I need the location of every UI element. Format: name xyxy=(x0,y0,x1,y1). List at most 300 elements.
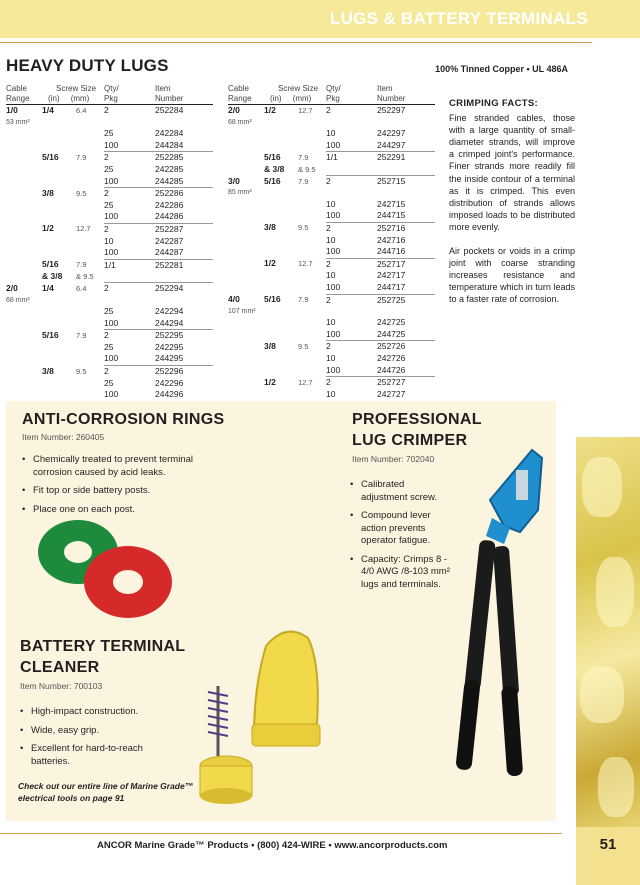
item-number: 242726 xyxy=(377,352,406,363)
screw-size-mm xyxy=(298,353,326,365)
footer-rule xyxy=(0,833,562,834)
cleaner-title-line-1: BATTERY TERMINAL xyxy=(20,638,186,655)
lugs-table-right xyxy=(228,84,435,412)
screw-size-mm: 12.7 xyxy=(76,224,91,234)
item-number: 244726 xyxy=(377,364,406,375)
screw-size-in xyxy=(264,210,298,222)
table-row xyxy=(228,329,435,341)
cable-range-awg: 1/0 xyxy=(6,105,18,115)
col-item: Item Number xyxy=(377,84,435,105)
item-number: 244284 xyxy=(155,139,184,150)
screw-size-in xyxy=(42,318,76,330)
cable-range xyxy=(228,210,264,222)
screw-size-in xyxy=(264,317,298,329)
crimping-facts-title: CRIMPING FACTS: xyxy=(449,98,538,109)
screw-size-mm: 7.9 xyxy=(76,152,87,162)
screw-size-mm xyxy=(76,247,104,259)
screw-size-in: 5/16 xyxy=(264,151,281,162)
screw-size-mm xyxy=(298,317,326,329)
cable-range xyxy=(6,176,42,188)
cable-range xyxy=(228,329,264,341)
qty-pkg: 25 xyxy=(104,377,114,388)
cable-range xyxy=(228,270,264,282)
cleaner-title-line-2: CLEANER xyxy=(20,659,100,676)
cable-range xyxy=(228,353,264,365)
table-row xyxy=(6,200,213,212)
screw-size-in xyxy=(42,353,76,365)
item-number: 252284 xyxy=(155,105,213,129)
screw-size-mm: 7.9 xyxy=(76,330,87,340)
rings-feature: • Fit top or side battery posts. xyxy=(22,485,232,498)
crimping-facts-para-2: Air pockets or voids in a crimp joint with coarse stranding increases resistance and temperature which in turn leads to a faster rate of corrosion. xyxy=(449,246,575,305)
item-number: 252296 xyxy=(155,366,213,378)
item-number: 252717 xyxy=(377,258,435,270)
screw-size-mm: 9.5 xyxy=(76,366,87,376)
screw-size-in: & 3/8 xyxy=(264,163,285,174)
table-row xyxy=(228,365,435,377)
screw-size-mm xyxy=(76,236,104,248)
screw-size-in: 1/4 xyxy=(42,105,54,115)
table-row xyxy=(228,294,435,317)
cable-range xyxy=(6,247,42,259)
cable-range xyxy=(228,164,264,176)
crimper-item-number: Item Number: 702040 xyxy=(352,454,435,464)
table-row xyxy=(228,282,435,294)
screw-size-in: 5/16 xyxy=(42,151,59,162)
col-screw: Screw Size (in) (mm) xyxy=(264,84,326,105)
item-number: 244715 xyxy=(377,210,406,221)
cable-range-awg: 2/0 xyxy=(228,105,240,115)
screw-size-in xyxy=(264,140,298,152)
cable-range xyxy=(228,258,264,270)
table-row xyxy=(228,164,435,176)
cable-range xyxy=(6,330,42,342)
rings-feature: • Chemically treated to prevent terminal corrosion caused by acid leaks. xyxy=(22,454,232,479)
screw-size-mm: 9.5 xyxy=(76,188,87,198)
col-qty: Qty/ Pkg xyxy=(326,84,377,105)
cable-range xyxy=(228,282,264,294)
screw-size-mm: & 9.5 xyxy=(76,272,94,282)
item-number: 242727 xyxy=(377,388,406,399)
qty-pkg: 100 xyxy=(104,211,119,222)
qty-pkg: 100 xyxy=(104,353,119,364)
qty-pkg: 100 xyxy=(104,389,119,400)
lug-photo-strip xyxy=(576,437,640,842)
table-row xyxy=(228,235,435,247)
cable-range xyxy=(228,222,264,234)
table-row xyxy=(6,378,213,390)
screw-size-mm: 12.7 xyxy=(298,377,313,387)
item-number: 242286 xyxy=(155,199,184,210)
qty-pkg: 2 xyxy=(104,283,155,306)
qty-pkg: 25 xyxy=(104,128,114,139)
screw-size-in xyxy=(42,389,76,401)
table-row xyxy=(228,128,435,140)
screw-size-mm xyxy=(298,199,326,211)
cable-range xyxy=(6,236,42,248)
table-row xyxy=(228,246,435,258)
cable-range xyxy=(6,318,42,330)
cable-range xyxy=(6,366,42,378)
heavy-duty-lugs-title: HEAVY DUTY LUGS xyxy=(6,56,169,75)
table-row xyxy=(6,271,213,283)
table-row xyxy=(228,341,435,353)
item-number: 252716 xyxy=(377,222,435,234)
qty-pkg: 2 xyxy=(104,152,155,164)
screw-size-in: 1/2 xyxy=(42,223,54,234)
table-row xyxy=(6,140,213,152)
cable-range xyxy=(6,389,42,401)
screw-size-in xyxy=(42,128,76,140)
item-number: 242716 xyxy=(377,234,406,245)
qty-pkg: 25 xyxy=(104,341,114,352)
cable-range xyxy=(6,211,42,223)
screw-size-in xyxy=(264,282,298,294)
screw-size-in xyxy=(42,247,76,259)
table-row xyxy=(6,247,213,259)
cable-range xyxy=(228,140,264,152)
screw-size-in: 3/8 xyxy=(42,365,54,376)
table-row xyxy=(228,270,435,282)
table-row xyxy=(6,330,213,342)
lugs-table-left xyxy=(6,84,213,401)
rings-title: ANTI-CORROSION RINGS xyxy=(22,411,225,428)
item-number: 244716 xyxy=(377,246,406,257)
item-number: 242297 xyxy=(377,128,406,139)
screw-size-in xyxy=(264,246,298,258)
qty-pkg: 2 xyxy=(326,258,377,270)
screw-size-in: 5/16 xyxy=(264,294,281,304)
table-row xyxy=(6,188,213,200)
screw-size-in xyxy=(42,211,76,223)
crimper-feature: • Calibrated adjustment screw. xyxy=(350,479,450,504)
cable-range xyxy=(228,199,264,211)
qty-pkg: 1/1 xyxy=(104,259,155,271)
cable-range xyxy=(228,389,264,401)
cable-range xyxy=(228,152,264,164)
cable-range xyxy=(228,105,264,129)
screw-size-in xyxy=(264,365,298,377)
qty-pkg: 2 xyxy=(104,366,155,378)
cable-range xyxy=(6,105,42,129)
item-number: 244295 xyxy=(155,353,184,364)
screw-size-mm xyxy=(298,235,326,247)
item-number: 244285 xyxy=(155,175,184,186)
screw-size-in xyxy=(42,140,76,152)
screw-size-mm xyxy=(76,200,104,212)
screw-size-in: 1/2 xyxy=(264,258,276,269)
table-row xyxy=(228,353,435,365)
table-row xyxy=(228,377,435,389)
col-screw: Screw Size (in) (mm) xyxy=(42,84,104,105)
table-row xyxy=(228,199,435,211)
screw-size-in xyxy=(42,176,76,188)
qty-pkg: 10 xyxy=(104,235,114,246)
screw-size-mm: & 9.5 xyxy=(298,164,316,174)
table-row xyxy=(6,176,213,188)
item-number: 244297 xyxy=(377,139,406,150)
item-number: 252294 xyxy=(155,283,213,306)
table-row xyxy=(6,306,213,318)
cable-range xyxy=(6,140,42,152)
col-item: Item Number xyxy=(155,84,213,105)
screw-size-mm: 12.7 xyxy=(298,259,313,269)
cable-range-mm: 85 mm² xyxy=(228,189,252,197)
header-rule xyxy=(0,42,592,43)
cable-range-awg: 2/0 xyxy=(6,282,18,293)
item-number: 252285 xyxy=(155,152,213,164)
footer-text: ANCOR Marine Grade™ Products • (800) 424-WIRE • www.ancorproducts.com xyxy=(97,840,448,851)
qty-pkg: 100 xyxy=(104,317,119,328)
screw-size-mm xyxy=(76,140,104,152)
crimper-title-line-1: PROFESSIONAL xyxy=(352,411,482,428)
screw-size-in: 1/4 xyxy=(42,282,54,293)
screw-size-in xyxy=(42,342,76,354)
table-row xyxy=(6,164,213,176)
qty-pkg: 100 xyxy=(104,175,119,186)
cable-range xyxy=(6,306,42,318)
qty-pkg: 10 xyxy=(326,270,336,281)
table-row xyxy=(228,105,435,129)
cable-range xyxy=(6,152,42,164)
qty-pkg: 25 xyxy=(104,163,114,174)
cleaner-feature: • Excellent for hard-to-reach batteries. xyxy=(20,743,170,768)
lug-crimper-image xyxy=(420,440,560,790)
screw-size-in xyxy=(42,236,76,248)
qty-pkg: 2 xyxy=(326,377,377,389)
item-number: 242284 xyxy=(155,128,184,139)
table-row xyxy=(228,210,435,222)
crimper-feature: • Capacity: Crimps 8 - 4/0 AWG /8-103 mm² lugs and terminals. xyxy=(350,554,450,592)
screw-size-in xyxy=(42,164,76,176)
crimper-feature: • Compound lever action prevents operator fatigue. xyxy=(350,510,450,548)
cable-range xyxy=(228,317,264,329)
item-number: 244294 xyxy=(155,317,184,328)
item-number: 244725 xyxy=(377,328,406,339)
qty-pkg: 25 xyxy=(104,199,114,210)
cleaner-features xyxy=(20,706,170,774)
item-number: 242295 xyxy=(155,341,184,352)
screw-size-mm xyxy=(76,378,104,390)
item-number xyxy=(155,271,213,283)
item-number: 252291 xyxy=(377,152,435,164)
table-row xyxy=(228,176,435,199)
item-number: 252727 xyxy=(377,377,435,389)
screw-size-in: 3/8 xyxy=(264,222,276,233)
screw-size-mm xyxy=(298,365,326,377)
rings-feature: • Place one on each post. xyxy=(22,504,232,517)
item-number: 252715 xyxy=(377,176,435,199)
qty-pkg: 10 xyxy=(326,352,336,363)
cable-range xyxy=(228,235,264,247)
screw-size-mm xyxy=(76,128,104,140)
screw-size-in: 1/2 xyxy=(264,376,276,387)
screw-size-mm: 9.5 xyxy=(298,223,309,233)
screw-size-mm xyxy=(298,389,326,401)
screw-size-in xyxy=(42,378,76,390)
screw-size-mm: 7.9 xyxy=(76,260,87,270)
cable-range-mm: 68 mm² xyxy=(6,296,30,304)
item-number: 242294 xyxy=(155,306,184,317)
table-row xyxy=(6,259,213,271)
item-number: 252297 xyxy=(377,105,435,129)
table-row xyxy=(6,236,213,248)
screw-size-in: 5/16 xyxy=(42,329,59,340)
screw-size-in xyxy=(264,329,298,341)
screw-size-in xyxy=(42,306,76,318)
item-number xyxy=(377,164,435,176)
cable-range xyxy=(6,200,42,212)
cable-range xyxy=(228,128,264,140)
qty-pkg: 2 xyxy=(104,223,155,235)
cable-range xyxy=(228,294,264,317)
cable-range xyxy=(6,342,42,354)
qty-pkg: 25 xyxy=(104,306,114,317)
qty-pkg: 2 xyxy=(326,294,377,317)
screw-size-mm: 12.7 xyxy=(298,106,313,115)
item-number: 252726 xyxy=(377,341,435,353)
screw-size-in: 5/16 xyxy=(42,259,59,270)
qty-pkg: 2 xyxy=(326,222,377,234)
cleaner-feature: • High-impact construction. xyxy=(20,706,170,719)
item-number: 252725 xyxy=(377,294,435,317)
cable-range xyxy=(228,341,264,353)
qty-pkg: 2 xyxy=(104,105,155,129)
qty-pkg: 2 xyxy=(326,341,377,353)
qty-pkg: 10 xyxy=(326,317,336,328)
cable-range-awg: 3/0 xyxy=(228,175,240,186)
qty-pkg: 100 xyxy=(326,364,341,375)
qty-pkg: 2 xyxy=(104,188,155,200)
table-row xyxy=(6,318,213,330)
qty-pkg: 10 xyxy=(326,128,336,139)
cable-range xyxy=(6,164,42,176)
qty-pkg: 10 xyxy=(326,388,336,399)
screw-size-mm xyxy=(298,210,326,222)
crimping-facts-para-1: Fine stranded cables, those with a large quantity of small-diameter strands, will improve a crimped joint's performance. Finer strands more readily fill the inside contour of a terminal as it is crimped. This even distribution of strands allows imposed loads to be distributed more evenly. xyxy=(449,113,575,232)
item-number: 242715 xyxy=(377,198,406,209)
screw-size-mm xyxy=(298,128,326,140)
cleaner-feature: • Wide, easy grip. xyxy=(20,725,170,738)
qty-pkg: 2 xyxy=(326,105,377,129)
tools-note: Check out our entire line of Marine Grade™ electrical tools on page 91 xyxy=(18,781,194,803)
screw-size-in xyxy=(264,353,298,365)
table-row xyxy=(6,128,213,140)
screw-size-mm xyxy=(76,318,104,330)
item-number: 252295 xyxy=(155,330,213,342)
screw-size-mm xyxy=(76,176,104,188)
table-row xyxy=(228,389,435,401)
table-row xyxy=(228,140,435,152)
screw-size-in xyxy=(264,235,298,247)
crimper-title-line-2: LUG CRIMPER xyxy=(352,432,468,449)
screw-size-mm xyxy=(76,211,104,223)
qty-pkg: 100 xyxy=(104,139,119,150)
col-range: Cable Range xyxy=(6,84,42,105)
cable-range xyxy=(6,223,42,235)
screw-size-in: 5/16 xyxy=(264,175,281,186)
anti-corrosion-rings-image xyxy=(36,512,176,622)
cable-range xyxy=(228,365,264,377)
cable-range xyxy=(6,271,42,283)
table-row xyxy=(6,211,213,223)
cleaner-item-number: Item Number: 700103 xyxy=(20,681,103,691)
cable-range xyxy=(6,353,42,365)
qty-pkg: 2 xyxy=(104,330,155,342)
screw-size-mm xyxy=(298,246,326,258)
screw-size-mm: 6.4 xyxy=(76,106,87,115)
item-number: 252286 xyxy=(155,188,213,200)
section-header-title: LUGS & BATTERY TERMINALS xyxy=(329,9,588,28)
screw-size-mm: 9.5 xyxy=(298,341,309,351)
col-qty: Qty/ Pkg xyxy=(104,84,155,105)
item-number: 252287 xyxy=(155,223,213,235)
table-row xyxy=(6,389,213,401)
table-row xyxy=(6,105,213,129)
screw-size-mm xyxy=(298,329,326,341)
table-row xyxy=(228,258,435,270)
qty-pkg: 100 xyxy=(326,281,341,292)
item-number: 242296 xyxy=(155,377,184,388)
table-row xyxy=(228,317,435,329)
screw-size-in: 3/8 xyxy=(264,340,276,351)
item-number: 244296 xyxy=(155,389,184,400)
qty-pkg xyxy=(326,164,377,176)
screw-size-in xyxy=(264,389,298,401)
cable-range xyxy=(6,378,42,390)
qty-pkg: 2 xyxy=(326,176,377,199)
screw-size-mm xyxy=(298,282,326,294)
cable-range xyxy=(228,377,264,389)
screw-size-in xyxy=(264,270,298,282)
screw-size-mm xyxy=(76,389,104,401)
screw-size-mm xyxy=(76,353,104,365)
cable-range-mm: 53 mm² xyxy=(6,118,30,126)
qty-pkg xyxy=(104,271,155,283)
screw-size-mm: 6.4 xyxy=(76,283,87,293)
terminal-cleaner-image xyxy=(196,626,336,806)
item-number: 244717 xyxy=(377,281,406,292)
cable-range-mm: 68 mm² xyxy=(228,118,252,126)
qty-pkg: 100 xyxy=(326,246,341,257)
item-number: 244286 xyxy=(155,211,184,222)
qty-pkg: 100 xyxy=(104,247,119,258)
table-row xyxy=(6,223,213,235)
item-number: 242287 xyxy=(155,235,184,246)
col-range: Cable Range xyxy=(228,84,264,105)
screw-size-mm: 7.9 xyxy=(298,152,309,162)
item-number: 242285 xyxy=(155,163,184,174)
item-number: 244287 xyxy=(155,247,184,258)
table-row xyxy=(228,222,435,234)
screw-size-in xyxy=(264,199,298,211)
item-number: 242725 xyxy=(377,317,406,328)
cable-range-mm: 107 mm² xyxy=(228,307,256,315)
page-number: 51 xyxy=(576,827,640,885)
qty-pkg: 10 xyxy=(326,198,336,209)
cable-range xyxy=(228,176,264,199)
screw-size-in: 1/2 xyxy=(264,105,276,115)
table-header xyxy=(228,84,435,105)
table-row xyxy=(6,283,213,306)
table-row xyxy=(6,366,213,378)
screw-size-in: & 3/8 xyxy=(42,271,63,282)
qty-pkg: 100 xyxy=(326,139,341,150)
item-number: 242717 xyxy=(377,270,406,281)
table-row xyxy=(228,152,435,164)
screw-size-mm xyxy=(76,342,104,354)
table-row xyxy=(6,342,213,354)
